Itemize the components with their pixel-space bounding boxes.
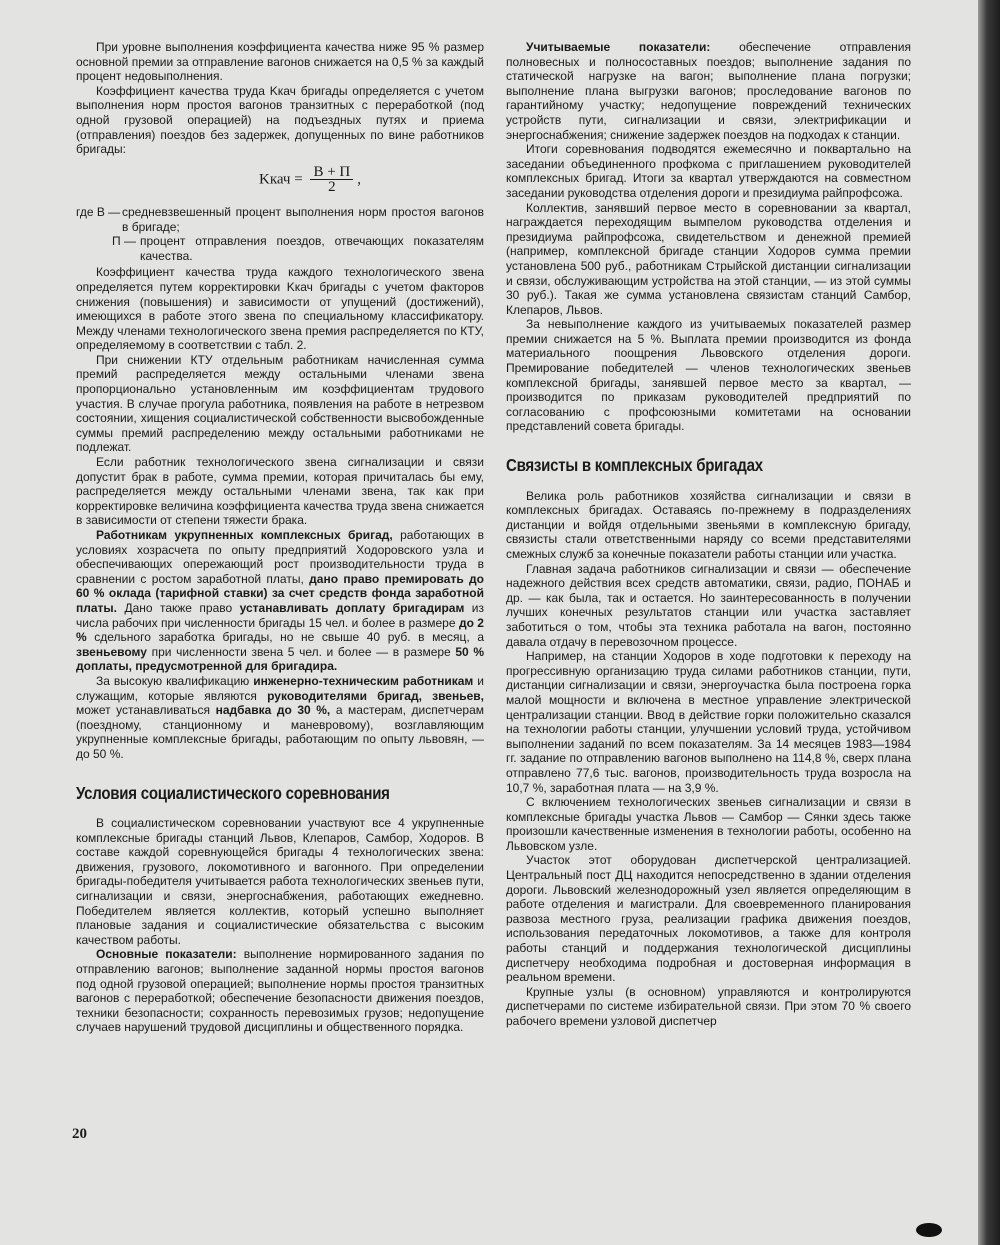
- paragraph-qualification: За высокую квалификацию инженерно-техническим работникам и служащим, которые являются руководителями бригад, звеньев, может устанавливаться надбавка до 30 %, а мастерам, диспетчерам (поездному, станционному и маневровому), возглавляющим укрупненные комплексные бригады, работающим по опыту львовян, — до 50 %.: [76, 673, 484, 761]
- paragraph: За невыполнение каждого из учитываемых показателей размер премии снижается на 5 %. Выплата премии производится из фонда материального поощрения Львовского отделения дороги. Премирование победителей — членов технологических звеньев комплексной бригады, занявшей первое место за квартал, — производится по приказам руководителей предприятий по согласованию с профсоюзными комитетами на основании представлений совета бригады.: [506, 317, 911, 434]
- paragraph: Коэффициент качества труда Kкач бригады определяется с учетом выполнения норм простоя вагонов транзитных с переработкой (под одной грузовой операцией) на подъездных путях и приема (отправления) поездов без задержек, допущенных по вине работников бригады:: [76, 83, 484, 157]
- paragraph-main-indicators: Основные показатели: выполнение нормированного задания по отправлению вагонов; выполнение заданной нормы простоя вагонов под одной грузовой операцией; выполнение нормы простоя транзитных вагонов с переработкой; обеспечение безопасности движения поездов, техники безопасности; сохранность перевозимых грузов; недопущение случаев нарушений трудовой дисциплины и общественного порядка.: [76, 947, 484, 1035]
- definition-b: [76, 205, 484, 234]
- formula-definitions: [76, 205, 484, 263]
- paragraph: Крупные узлы (в основном) управляются и контролируются диспетчерами по системе избирательной связи. При этом 70 % своего рабочего времени узловой диспетчер: [506, 984, 911, 1028]
- paragraph: Коэффициент качества труда каждого технологического звена определяется путем корректировки Kкач бригады с учетом факторов снижения (повышения) и зависимости от упущений (достижений), имеющихся в работе этого звена по специальному классификатору. Между членами технологического звена премия распределяется по КТУ, определяемому в соответствии с табл. 2.: [76, 265, 484, 353]
- definition-text: средневзвешенный процент выполнения норм простоя вагонов в бригаде;: [122, 204, 484, 234]
- paragraph: Главная задача работников сигнализации и связи — обеспечение надежного действия всех средств автоматики, связи, радио, ПОНАБ и др. — как была, так и остается. Но заинтересованность в получении лучших конечных результатов станции или участка заставляет заботиться о том, чтобы эта техника работала на вагон, постоянно давала отдачу в перевозочном процессе.: [506, 561, 911, 649]
- paragraph: При снижении КТУ отдельным работникам начисленная сумма премий распределяется между остальными членами звена пропорционально установленным им коэффициентам трудового участия. В случае прогула работника, появления на работе в нетрезвом состоянии, хищения социалистической собственности высвобожденные суммы премий распределению между остальными работниками не подлежат.: [76, 352, 484, 455]
- paragraph: При уровне выполнения коэффициента качества ниже 95 % размер основной премии за отправление вагонов снижается на 0,5 % за каждый процент недовыполнения.: [76, 40, 484, 84]
- section-heading: Связисты в комплексных бригадах: [506, 455, 763, 476]
- left-column: [76, 40, 484, 1035]
- paragraph: В социалистическом соревновании участвуют все 4 укрупненные комплексные бригады станций Львов, Клепаров, Самбор, Ходоров. В составе каждой соревнующейся бригады 4 технологических звена: движения, грузового, локомотивного и вагонного. При определении бригады-победителя учитывается работа технологических звеньев пути, сигнализации и связи, энергоснабжения, работающих ежедневно. Победителем является коллектив, который успешно выполняет плановые задания и социалистические обязательства с высоким качеством работы.: [76, 816, 484, 947]
- formula-tail: ,: [357, 171, 361, 188]
- quality-coefficient-formula: [136, 165, 484, 195]
- paragraph: Велика роль работников хозяйства сигнализации и связи в комплексных бригадах. Оставаясь по-прежнему в подразделениях дистанции и войдя отдельными звеньями в комплексную бригаду, связисты стали ответственными наряду со всеми представителями смежных служб за конечные показатели работы станции или участка.: [506, 488, 911, 561]
- formula-fraction: [310, 165, 353, 195]
- paragraph: Участок этот оборудован диспетчерской централизацией. Центральный пост ДЦ находится непосредственно в здании отделения дороги. Львовский железнодорожный узел является определяющим в работе отделения и магистрали. Для своевременного планирования развоза местного груза, реализации графика движения поездов, использования передаточных локомотивов, а также для контроля работы станций и поддержания технологической дисциплины диспетчеру необходима подробная и достоверная информация в реальном времени.: [506, 853, 911, 985]
- paragraph: Если работник технологического звена сигнализации и связи допустит брак в работе, сумма премии, которая причиталась бы ему, распределяется между остальными членами звена, так как при корректировке величина коэффициента качества труда звена снижается в зависимости от степени тяжести брака.: [76, 455, 484, 528]
- formula-numerator: В + П: [310, 165, 353, 181]
- ink-blot: [916, 1223, 942, 1237]
- definition-term: П —: [112, 234, 136, 249]
- page-number: 20: [72, 1126, 87, 1142]
- definition-term: где В —: [76, 204, 121, 219]
- paragraph: Коллектив, занявший первое место в соревновании за квартал, награждается переходящим вымпелом руководства отделения и президиума райпрофсожа, свидетельством и денежной премией (например, комплексной бригаде станции Ходоров сумма премии установлена 500 руб., работникам Стрыйской дистанции сигнализации и связи, обслуживающим устройства на этой станции, — из этой суммы 30 руб.). Такая же сумма установлена связистам станций Самбор, Клепаров, Львов.: [506, 200, 911, 317]
- paragraph-bonus-rights: Работникам укрупненных комплексных бригад, работающих в условиях хозрасчета по опыту предприятий Ходоровского узла и обеспечивающих опережающий рост производительности труда в сравнении с ростом заработной платы, дано право премировать до 60 % оклада (тарифной ставки) за счет средств фонда заработной платы. Дано также право устанавливать доплату бригадирам из числа рабочих при численности бригады 15 чел. и более в размере до 2 % сдельного заработка бригады, но не свыше 40 руб. в месяц, а звеньевому при численности звена 5 чел. и более — в размере 50 % доплаты, предусмотренной для бригадира.: [76, 528, 484, 674]
- definition-p: [76, 234, 484, 263]
- paragraph: С включением технологических звеньев сигнализации и связи в комплексные бригады участка Львов — Самбор — Сянки здесь также произошли качественные изменения в технологии работы, особенно на Львовском узле.: [506, 795, 911, 853]
- formula-denominator: 2: [328, 179, 336, 196]
- paragraph: Например, на станции Ходоров в ходе подготовки к переходу на прогрессивную организацию труда силами работников станции, пути, дистанции сигнализации и связи, энергоучастка была построена горка малой мощности и включена в местное управление электрической централизации станции. Ввод в действие горки положительно сказался на технологии работы станции, улучшении условий труда, устойчивом выполнении заданий по всем показателям. За 14 месяцев 1983—1984 гг. задание по отправлению вагонов выполнено на 114,8 %, сверх плана отправлено 77,6 тыс. вагонов, производительность труда возросла на 10,7 %, заработная плата — на 3,9 %.: [506, 649, 911, 795]
- paragraph-tracked-indicators: Учитываемые показатели: обеспечение отправления полновесных и полносоставных поездов; выполнение задания по статической нагрузке на вагон; выполнение плана погрузки; выполнение плана выгрузки вагонов; проследование вагонов по гарантийному участку; недопущение повреждений технических устройств пути, сигнализации и связи, электрификации и энергоснабжения; снижение задержек поездов на подходах к станции.: [506, 40, 912, 142]
- paragraph: Итоги соревнования подводятся ежемесячно и поквартально на заседании объединенного профкома с приглашением руководителей комплексных бригад. Итоги за квартал утверждаются на совместном заседании руководства отделения дороги и президиума райпрофсожа.: [506, 142, 911, 200]
- section-heading: Условия социалистического соревнования: [76, 782, 390, 803]
- formula-equals: =: [294, 171, 303, 188]
- right-column: [506, 40, 911, 1029]
- page-edge-shadow: [978, 0, 1000, 1245]
- formula-lhs: Kкач: [258, 171, 291, 188]
- definition-text: процент отправления поездов, отвечающих показателям качества.: [140, 234, 484, 263]
